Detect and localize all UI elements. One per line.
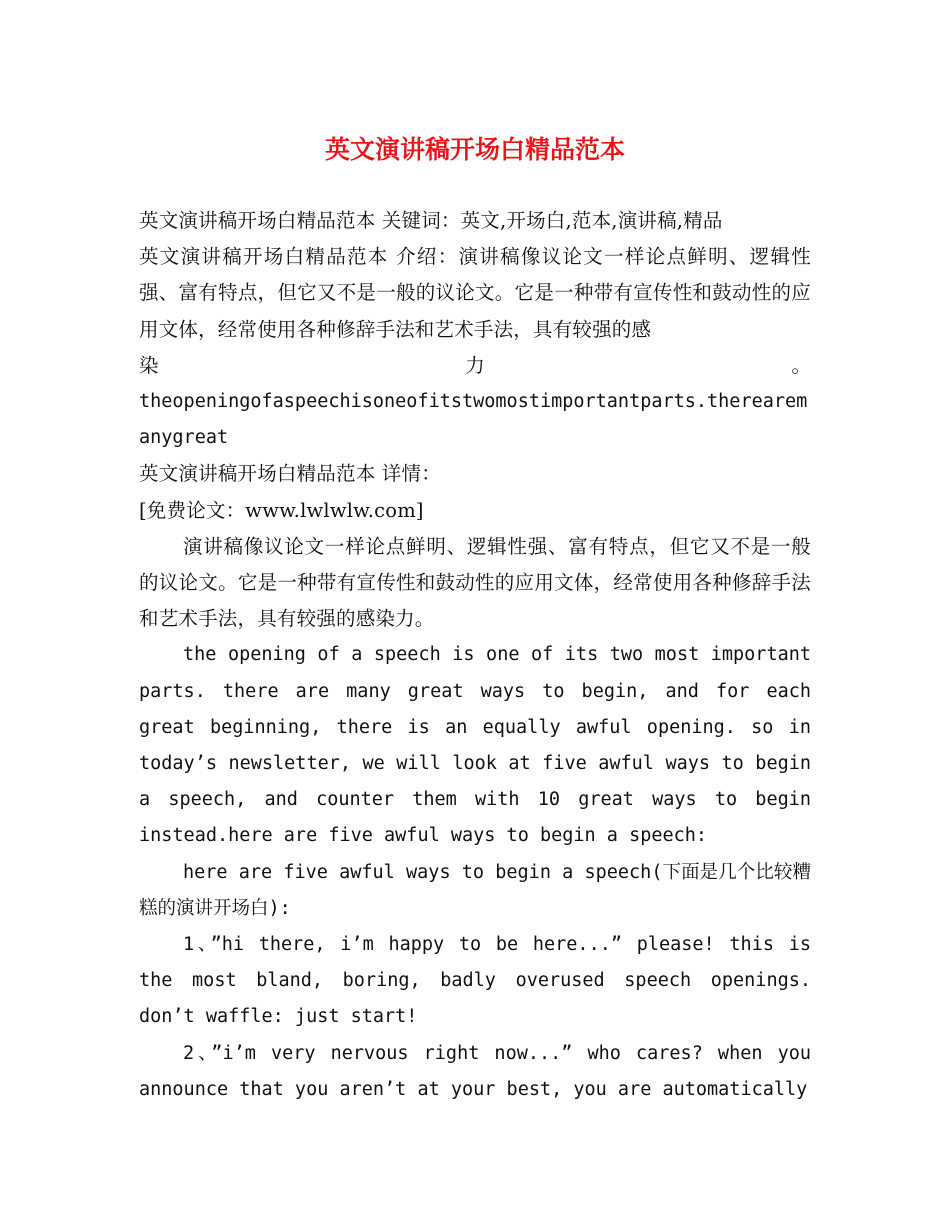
body-paragraph-3: here are five awful ways to begin a speech(下面是几个比较糟糕的演讲开场白): [139,861,811,919]
document-body [139,203,811,1108]
intro-paragraph: 英文演讲稿开场白精品范本 介绍：演讲稿像议论文一样论点鲜明、逻辑性强、富有特点，但它又不是一般的议论文。它是一种带有宣传性和鼓动性的应用文体，经常使用各种修辞手法和艺术手法，具有较强的感 [139,245,811,341]
intro-paragraph-end [139,348,811,384]
body-paragraph-4: 1、”hi there, i’m happy to be here...” please! this is the most bland, boring, badly overused speech openings. don’t waffle: just start! [139,934,811,1028]
keywords-line: 英文演讲稿开场白精品范本 关键词：英文,开场白,范本,演讲稿,精品 [139,209,723,232]
intro-end-char-3: 。 [791,353,811,377]
source-link: [免费论文：www.lwlwlw.com] [139,498,424,522]
intro-end-char-2: 力 [465,353,485,377]
body-paragraph-2: the opening of a speech is one of its two most important parts. there are many great ways to begin, and for each great beginning, there is an equally awful opening. so in today’s newsletter, we will look at five awful ways to begin a speech, and counter them with 10 great ways to begin instead.here are five awful ways to begin a speech: [139,644,811,847]
body-paragraph-1: 演讲稿像议论文一样论点鲜明、逻辑性强、富有特点，但它又不是一般的议论文。它是一种带有宣传性和鼓动性的应用文体，经常使用各种修辞手法和艺术手法，具有较强的感染力。 [139,534,811,631]
intro-end-char-1: 染 [139,353,159,377]
intro-english-run: theopeningofaspeechisoneofitstwomostimportantparts.therearemanygreat [139,391,808,449]
details-heading: 英文演讲稿开场白精品范本 详情： [139,462,441,486]
body-paragraph-5: 2、”i’m very nervous right now...” who cares? when you announce that you aren’t at your best, you are automatically [139,1042,811,1100]
document-title: 英文演讲稿开场白精品范本 [324,135,625,164]
